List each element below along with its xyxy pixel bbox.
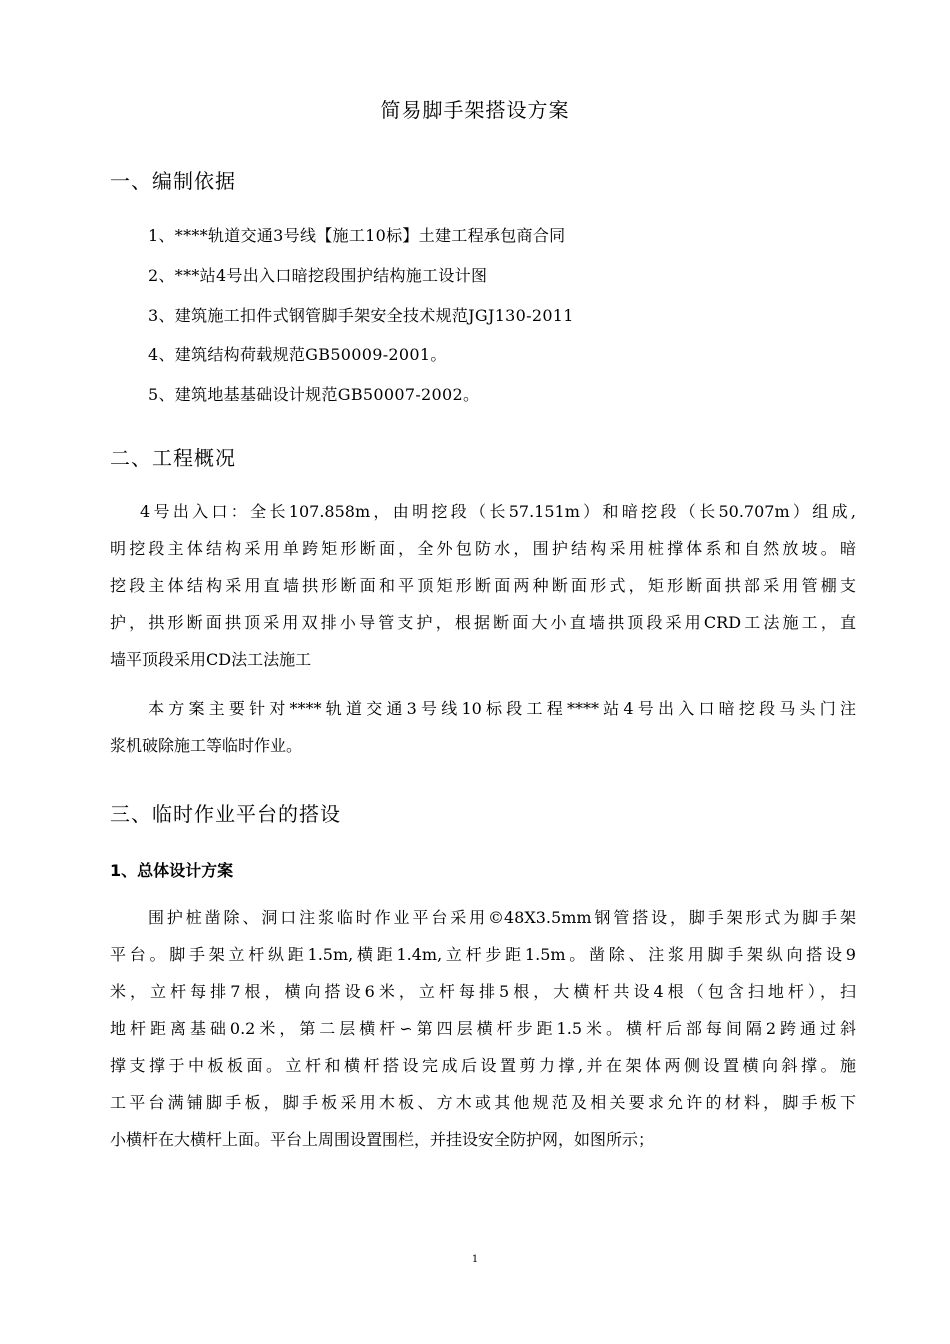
paragraph-line: 米，立杆每排7根，横向搭设6米，立杆每排5根，大横杆共设4根（包含扫地杆），扫 bbox=[110, 982, 856, 1001]
section-heading-platform: 三、临时作业平台的搭设 bbox=[110, 802, 341, 826]
section-heading-basis: 一、编制依据 bbox=[110, 169, 236, 193]
paragraph-line: 护，拱形断面拱顶采用双排小导管支护，根据断面大小直墙拱顶段采用CRD工法施工，直 bbox=[110, 613, 856, 632]
document-title: 简易脚手架搭设方案 bbox=[380, 98, 570, 122]
reference-item: 5、建筑地基基础设计规范GB50007-2002。 bbox=[148, 385, 480, 404]
paragraph-line: 挖段主体结构采用直墙拱形断面和平顶矩形断面两种断面形式，矩形断面拱部采用管棚支 bbox=[110, 576, 856, 595]
section-heading-overview: 二、工程概况 bbox=[110, 446, 236, 470]
paragraph-line: 明挖段主体结构采用单跨矩形断面，全外包防水，围护结构采用桩撑体系和自然放坡。暗 bbox=[110, 539, 856, 558]
paragraph-line: 地杆距离基础0.2米，第二层横杆∽第四层横杆步距1.5米。横杆后部每间隔2跨通过斜 bbox=[110, 1019, 856, 1038]
page-number: 1 bbox=[471, 1254, 479, 1265]
paragraph-line: 平台。脚手架立杆纵距1.5m,横距1.4m,立杆步距1.5m。凿除、注浆用脚手架纵向搭设9 bbox=[110, 945, 856, 964]
paragraph-line: 工平台满铺脚手板，脚手板采用木板、方木或其他规范及相关要求允许的材料，脚手板下 bbox=[110, 1093, 856, 1112]
paragraph-line: 本方案主要针对****轨道交通3号线10标段工程****站4号出入口暗挖段马头门注 bbox=[148, 699, 856, 718]
reference-item: 4、建筑结构荷载规范GB50009-2001。 bbox=[148, 345, 447, 364]
paragraph-line: 4号出入口：全长107.858m，由明挖段（长57.151m）和暗挖段（长50.707m）组成, bbox=[140, 502, 856, 521]
overview-paragraph bbox=[110, 493, 856, 678]
design-paragraph bbox=[110, 899, 856, 1158]
reference-item: 3、建筑施工扣件式钢管脚手架安全技术规范JGJ130-2011 bbox=[148, 306, 574, 325]
scope-paragraph bbox=[110, 690, 856, 764]
reference-item: 1、****轨道交通3号线【施工10标】土建工程承包商合同 bbox=[148, 226, 566, 245]
paragraph-line: 撑支撑于中板板面。立杆和横杆搭设完成后设置剪力撑,并在架体两侧设置横向斜撑。施 bbox=[110, 1056, 856, 1075]
paragraph-line: 浆机破除施工等临时作业。 bbox=[110, 736, 303, 755]
paragraph-line: 墙平顶段采用CD法工法施工 bbox=[110, 650, 312, 669]
reference-item: 2、***站4号出入口暗挖段围护结构施工设计图 bbox=[148, 266, 488, 285]
paragraph-line: 小横杆在大横杆上面。平台上周围设置围栏，并挂设安全防护网，如图所示； bbox=[110, 1130, 655, 1149]
subsection-heading-design: 1、总体设计方案 bbox=[110, 861, 234, 880]
paragraph-line: 围护桩凿除、洞口注浆临时作业平台采用©48X3.5mm钢管搭设，脚手架形式为脚手架 bbox=[148, 908, 856, 927]
